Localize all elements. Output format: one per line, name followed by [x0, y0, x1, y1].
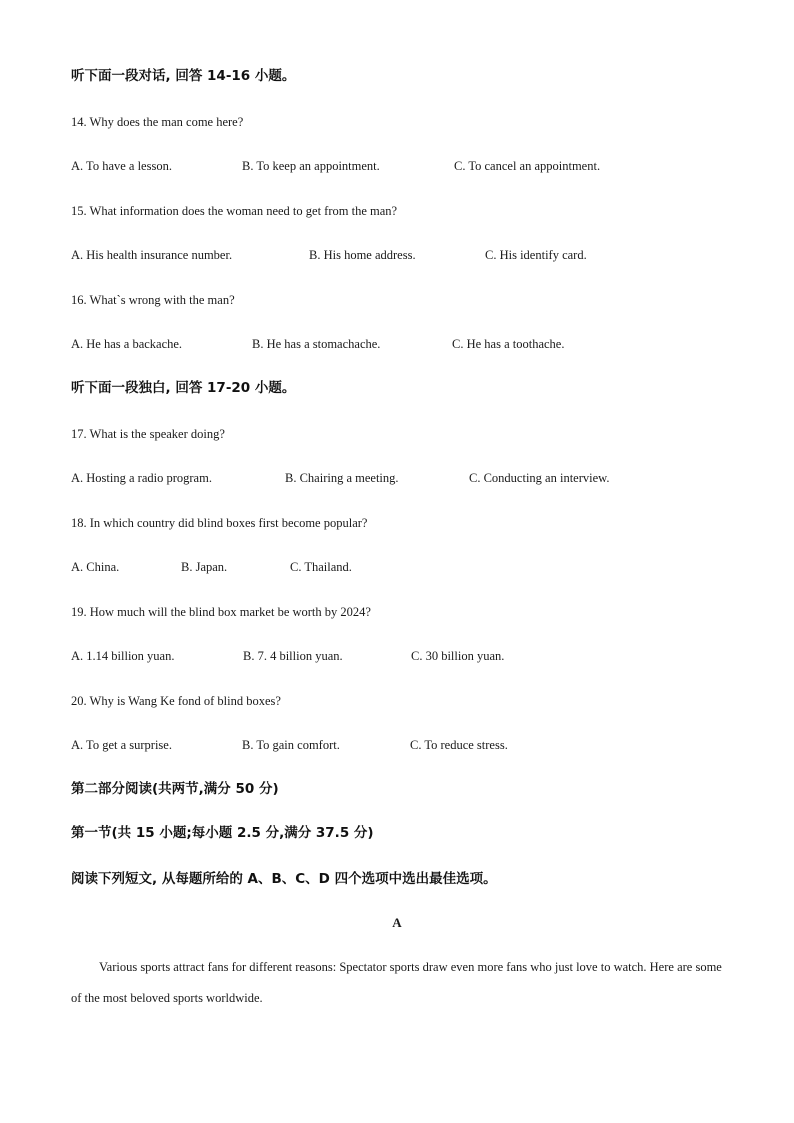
option-a: A. China. [71, 560, 120, 574]
option-a: A. To have a lesson. [71, 159, 172, 173]
section-heading-monologue: 听下面一段独白, 回答 17-20 小题。 [71, 380, 296, 396]
question-19: 19. How much will the blind box market be worth by 2024? [71, 605, 371, 619]
option-a: A. 1.14 billion yuan. [71, 649, 175, 663]
option-c: C. To cancel an appointment. [454, 159, 601, 173]
passage-label: A [392, 915, 402, 930]
option-b: B. He has a stomachache. [252, 337, 381, 351]
option-a: A. Hosting a radio program. [71, 471, 212, 485]
option-a: A. To get a surprise. [71, 738, 172, 752]
option-a: A. He has a backache. [71, 337, 183, 351]
option-a: A. His health insurance number. [71, 248, 233, 262]
option-c: C. To reduce stress. [410, 738, 508, 752]
part2-section1-heading: 第一节(共 15 小题;每小题 2.5 分,满分 37.5 分) [71, 825, 374, 841]
reading-instruction: 阅读下列短文, 从每题所给的 A、B、C、D 四个选项中选出最佳选项。 [71, 871, 497, 887]
question-14: 14. Why does the man come here? [71, 115, 244, 129]
option-b: B. 7. 4 billion yuan. [243, 649, 343, 663]
option-b: B. To keep an appointment. [242, 159, 380, 173]
part2-heading: 第二部分阅读(共两节,满分 50 分) [71, 781, 279, 797]
question-20: 20. Why is Wang Ke fond of blind boxes? [71, 694, 281, 708]
question-16: 16. What`s wrong with the man? [71, 293, 235, 307]
option-b: B. To gain comfort. [242, 738, 340, 752]
option-c: C. Conducting an interview. [469, 471, 610, 485]
option-c: C. Thailand. [290, 560, 352, 574]
question-17: 17. What is the speaker doing? [71, 427, 225, 441]
option-b: B. His home address. [309, 248, 416, 262]
option-c: C. 30 billion yuan. [411, 649, 505, 663]
option-c: C. He has a toothache. [452, 337, 565, 351]
passage-paragraph [71, 952, 731, 1014]
option-c: C. His identify card. [485, 248, 587, 262]
question-15: 15. What information does the woman need to get from the man? [71, 204, 398, 218]
question-18: 18. In which country did blind boxes first become popular? [71, 516, 368, 530]
passage-text: Various sports attract fans for different reasons: Spectator sports draw even more fans who just love to watch. Here are some of the most beloved sports worldwide. [71, 960, 722, 1005]
section-heading-dialogue: 听下面一段对话, 回答 14-16 小题。 [71, 68, 296, 84]
option-b: B. Japan. [181, 560, 228, 574]
option-b: B. Chairing a meeting. [285, 471, 399, 485]
